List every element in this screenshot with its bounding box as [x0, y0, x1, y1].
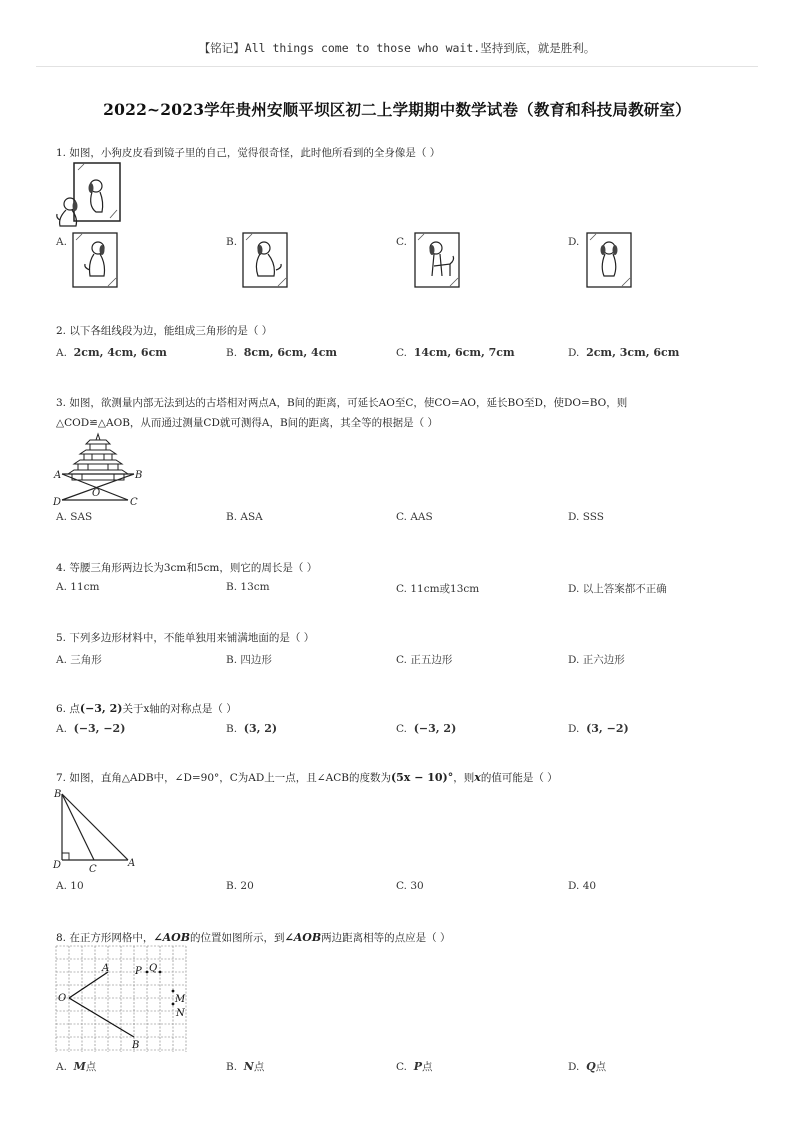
q4-option-c: C. 11cm或13cm [396, 583, 480, 595]
q4-option-a: A. 11cm [56, 581, 100, 593]
q1-option-b-figure [242, 232, 288, 288]
q3-option-b: B. ASA [226, 511, 263, 523]
q8-option-b: B. N点 [226, 1060, 265, 1073]
q6-option-a: A. (−3, −2) [56, 722, 126, 735]
q6-option-c: C. (−3, 2) [396, 722, 457, 735]
q2-stem: 2. 以下各组线段为边，能组成三角形的是（ ） [56, 325, 273, 337]
q1-option-a-figure [72, 232, 118, 288]
q2-option-a: A. 2cm, 4cm, 6cm [56, 346, 167, 359]
q6-option-b: B. (3, 2) [226, 722, 278, 735]
label-D: D [53, 497, 62, 508]
q8-stem: 8. 在正方形网格中，∠AOB的位置如图所示，到∠AOB两边距离相等的点应是（ ） [56, 931, 451, 944]
motto-header: 【铭记】All things come to those who wait.坚持到底，就是胜利。 [198, 41, 596, 55]
label-D: D [53, 860, 62, 871]
label-M: M [175, 994, 186, 1005]
q7-option-a: A. 10 [56, 880, 84, 892]
q1-option-c-figure [414, 232, 460, 288]
q7-triangle-figure [52, 786, 144, 878]
q8-option-a: A. M点 [56, 1060, 97, 1073]
puppy-icon [85, 242, 105, 276]
q6-option-d: D. (3, −2) [568, 722, 629, 735]
q3-option-a: A. SAS [56, 511, 93, 523]
q3-pagoda-figure [52, 432, 144, 508]
q1-option-b-label: B. [226, 236, 238, 248]
puppy-icon [601, 242, 618, 276]
label-A: A [102, 963, 110, 974]
q8-option-d: D. Q点 [568, 1060, 607, 1073]
q2-option-b: B. 8cm, 6cm, 4cm [226, 346, 338, 359]
q3-stem-line2: △COD≌△AOB，从而通过测量CD就可测得A，B间的距离，其全等的根据是（ ） [56, 417, 439, 429]
q5-stem: 5. 下列多边形材料中，不能单独用来铺满地面的是（ ） [56, 632, 315, 644]
puppy-reflection-icon [89, 180, 103, 212]
q5-option-b: B. 四边形 [226, 654, 272, 666]
label-O: O [92, 488, 101, 499]
label-B: B [132, 1040, 140, 1051]
header-divider [36, 66, 758, 67]
q4-stem: 4. 等腰三角形两边长为3cm和5cm，则它的周长是（ ） [56, 562, 318, 574]
q1-stem-figure [54, 160, 124, 230]
label-B: B [54, 789, 62, 800]
label-N: N [176, 1008, 185, 1019]
pagoda-icon [68, 434, 128, 480]
label-O: O [58, 993, 67, 1004]
q1-stem: 1. 如图，小狗皮皮看到镜子里的自己，觉得很奇怪，此时他所看到的全身像是（ ） [56, 147, 441, 159]
page-title: 2022~2023学年贵州安顺平坝区初二上学期期中数学试卷（教育和科技局教研室） [103, 100, 691, 119]
q2-option-c: C. 14cm, 6cm, 7cm [396, 346, 515, 359]
q8-grid-figure [52, 944, 194, 1054]
q3-stem-line1: 3. 如图，欲测量内部无法到达的古塔相对两点A，B间的距离，可延长AO至C，使CO=AO，延长BO至D，使DO=BO，则 [56, 397, 628, 409]
q3-option-d: D. SSS [568, 511, 604, 523]
q1-option-a-label: A. [56, 236, 67, 248]
q7-option-d: D. 40 [568, 880, 597, 892]
q1-option-c-label: C. [396, 236, 407, 248]
label-A: A [54, 470, 62, 481]
q4-option-b: B. 13cm [226, 581, 270, 593]
label-Q: Q [149, 963, 158, 974]
label-C: C [89, 864, 97, 875]
q7-option-b: B. 20 [226, 880, 254, 892]
q5-option-c: C. 正五边形 [396, 654, 453, 666]
square-grid [56, 946, 186, 1052]
q8-option-c: C. P点 [396, 1060, 433, 1073]
q4-option-d: D. 以上答案都不正确 [568, 583, 667, 595]
q1-option-d-figure [586, 232, 632, 288]
label-A: A [128, 858, 136, 869]
puppy-icon [430, 242, 454, 276]
puppy-icon [256, 242, 281, 276]
label-P: P [135, 966, 142, 977]
label-C: C [130, 497, 138, 508]
q7-option-c: C. 30 [396, 880, 424, 892]
label-B: B [135, 470, 143, 481]
q3-option-c: C. AAS [396, 511, 433, 523]
q5-option-d: D. 正六边形 [568, 654, 625, 666]
q7-stem: 7. 如图，直角△ADB中，∠D=90°，C为AD上一点，且∠ACB的度数为(5x − 10)°，则x的值可能是（ ） [56, 771, 558, 784]
q5-option-a: A. 三角形 [56, 654, 102, 666]
q1-option-d-label: D. [568, 236, 580, 248]
q6-stem: 6. 点(−3, 2)关于x轴的对称点是（ ） [56, 702, 237, 715]
q2-option-d: D. 2cm, 3cm, 6cm [568, 346, 680, 359]
